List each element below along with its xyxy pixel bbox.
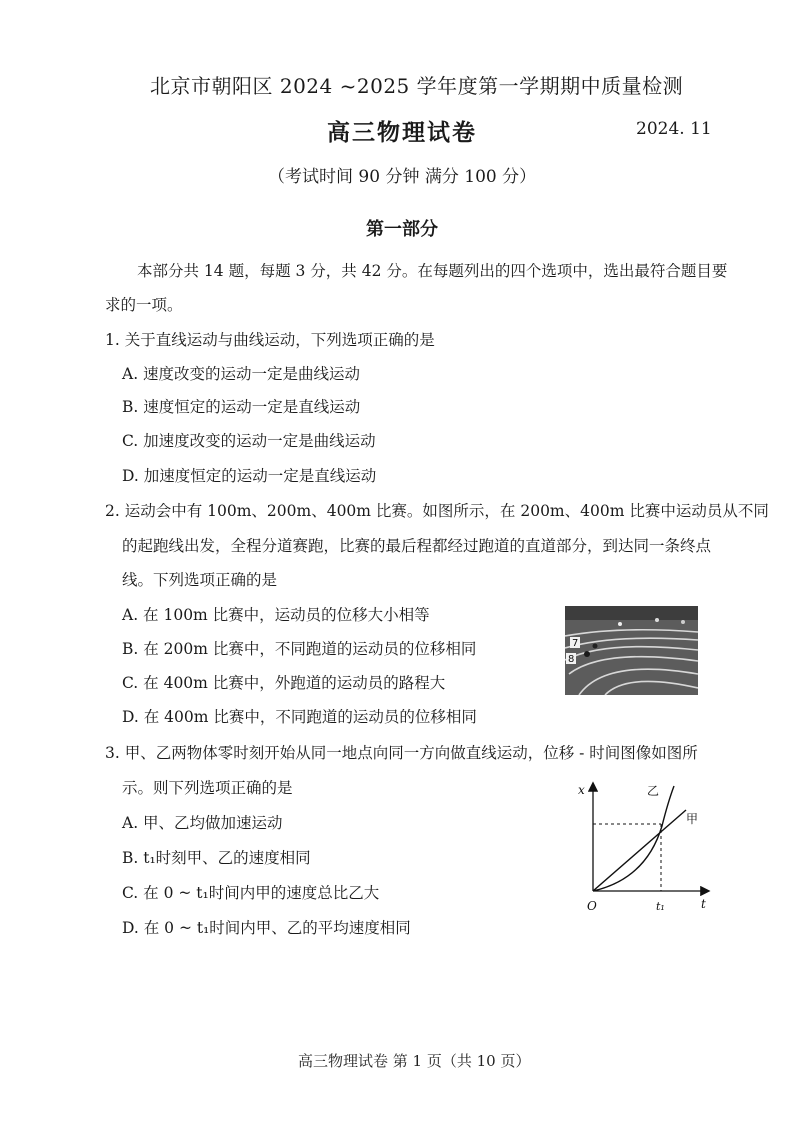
- q2-stem-line-2: 的起跑线出发，全程分道赛跑，比赛的最后程都经过跑道的直道部分，到达同一条终点: [122, 537, 712, 555]
- page-footer: 高三物理试卷 第 1 页（共 10 页）: [298, 1052, 531, 1070]
- exam-title: 北京市朝阳区 2024 ~2025 学年度第一学期期中质量检测: [150, 74, 684, 98]
- track-photo: [565, 606, 698, 695]
- q2-stem-line-3: 线。下列选项正确的是: [122, 571, 278, 589]
- xt-graph: [568, 776, 718, 916]
- lane-number-7: 7: [572, 638, 579, 649]
- q2-option-d: D. 在 400m 比赛中，不同跑道的运动员的位移相同: [122, 708, 477, 726]
- origin-label: O: [587, 899, 597, 913]
- q2-option-c: C. 在 400m 比赛中，外跑道的运动员的路程大: [122, 674, 446, 692]
- q3-option-c: C. 在 0 ~ t₁时间内甲的速度总比乙大: [122, 884, 380, 902]
- x-axis-label: x: [578, 783, 585, 797]
- q3-option-d: D. 在 0 ~ t₁时间内甲、乙的平均速度相同: [122, 919, 411, 937]
- curve-yi: [593, 786, 674, 891]
- line-jia: [593, 810, 686, 891]
- q3-stem-line-2: 示。则下列选项正确的是: [122, 779, 293, 797]
- q2-stem-line-1: 2. 运动会中有 100m、200m、400m 比赛。如图所示，在 200m、400m 比赛中运动员从不同: [105, 502, 769, 520]
- q1-option-b: B. 速度恒定的运动一定是直线运动: [122, 398, 361, 416]
- q3-option-b: B. t₁时刻甲、乙的速度相同: [122, 849, 311, 867]
- q3-option-a: A. 甲、乙均做加速运动: [122, 814, 283, 832]
- q2-option-a: A. 在 100m 比赛中，运动员的位移大小相等: [122, 606, 430, 624]
- exam-info: （考试时间 90 分钟 满分 100 分）: [268, 167, 537, 187]
- instructions-line-2: 求的一项。: [105, 296, 183, 314]
- instructions-line-1: 本部分共 14 题，每题 3 分，共 42 分。在每题列出的四个选项中，选出最符合题目要: [137, 262, 728, 280]
- t-axis-label: t: [701, 897, 706, 911]
- paper-title: 高三物理试卷: [327, 119, 477, 146]
- exam-date: 2024. 11: [636, 119, 712, 139]
- q3-stem-line-1: 3. 甲、乙两物体零时刻开始从同一地点向同一方向做直线运动，位移 - 时间图像如图所: [105, 744, 698, 762]
- jia-label: 甲: [686, 812, 699, 826]
- part-title: 第一部分: [366, 219, 438, 240]
- track-photo-drawing: [565, 606, 698, 695]
- yi-label: 乙: [647, 784, 660, 798]
- q1-stem: 1. 关于直线运动与曲线运动，下列选项正确的是: [105, 331, 435, 349]
- t1-label: t₁: [656, 900, 665, 913]
- q1-option-a: A. 速度改变的运动一定是曲线运动: [122, 365, 361, 383]
- q1-option-d: D. 加速度恒定的运动一定是直线运动: [122, 467, 377, 485]
- q2-option-b: B. 在 200m 比赛中，不同跑道的运动员的位移相同: [122, 640, 477, 658]
- lane-number-8: 8: [568, 654, 575, 665]
- q1-option-c: C. 加速度改变的运动一定是曲线运动: [122, 432, 376, 450]
